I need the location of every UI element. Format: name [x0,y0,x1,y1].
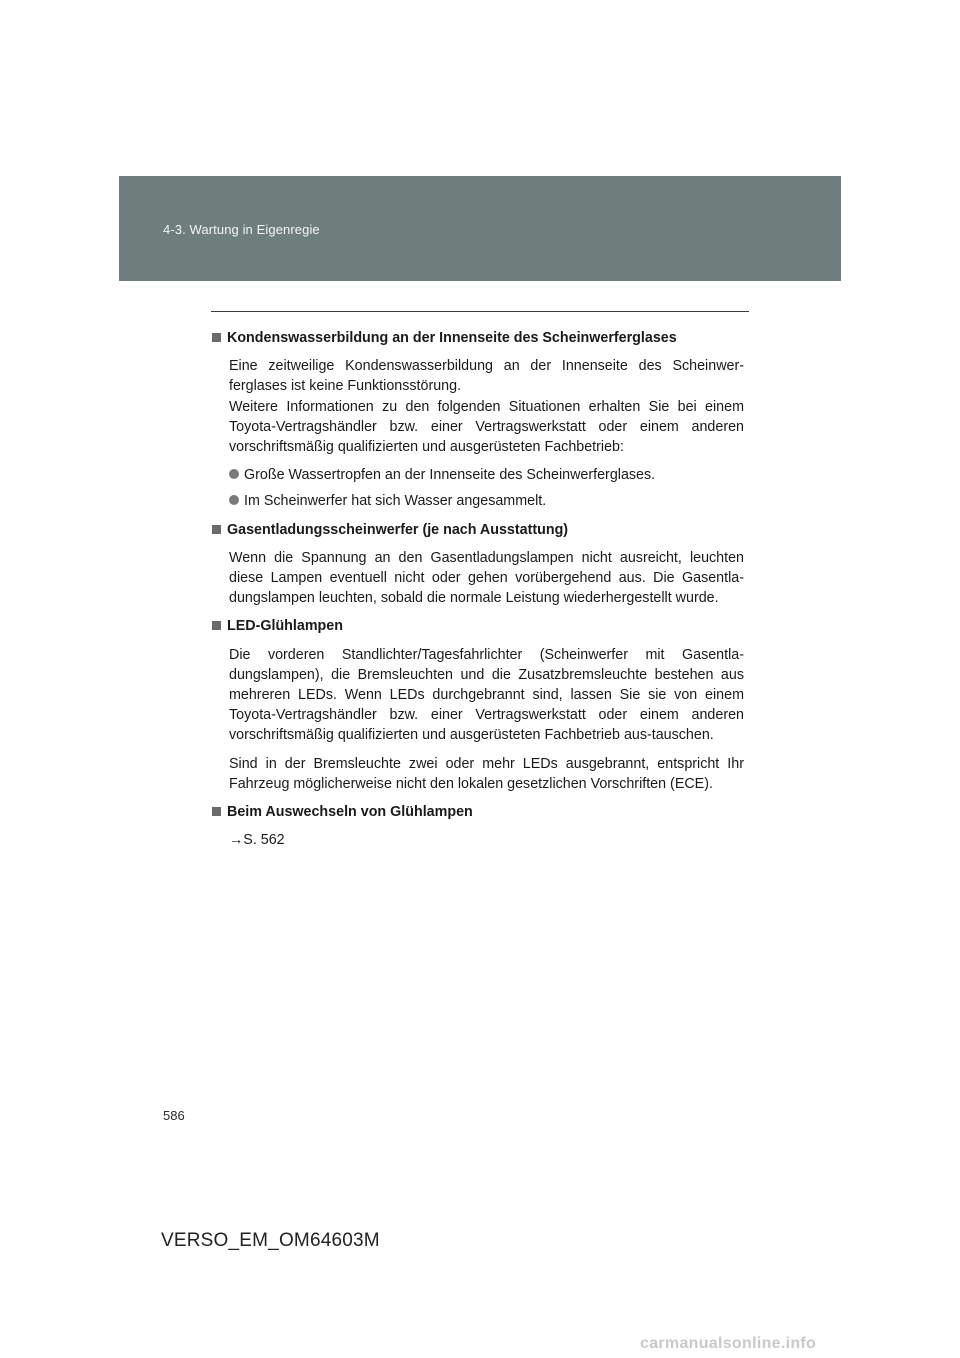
list-item [229,465,744,485]
watermark: carmanualsonline.info [640,1335,817,1352]
paragraph [229,754,744,794]
paragraph-text: Eine zeitweilige Kondenswasserbildung an der Innenseite des Scheinwer-ferglases ist keine Funktionsstörung. [229,358,744,395]
paragraph [229,548,744,609]
paragraph-text: Wenn die Spannung an den Gasentladungslampen nicht ausreicht, leuchten diese Lampen eventuell nicht oder gehen vorübergehend aus. Die Gasentla-dungslampen leuchten, sobald die normale Leistung wiederhergestellt wurde. [229,549,744,607]
paragraph [229,645,744,746]
square-bullet-icon [212,621,221,630]
heading-text: Beim Auswechseln von Glühlampen [227,804,473,821]
list-item-text: Große Wassertropfen an der Innenseite des Scheinwerferglases. [244,467,656,484]
section-heading [212,802,744,822]
document-code: VERSO_EM_OM64603M [161,1230,380,1251]
heading-text: Kondenswasserbildung an der Innenseite des Scheinwerferglases [227,330,677,346]
paragraph-text: Sind in der Bremsleuchte zwei oder mehr LEDs ausgebrannt, entspricht Ihr Fahrzeug möglicherweise nicht den lokalen gesetzlichen Vorschriften (ECE). [229,755,744,792]
list-item-text: Im Scheinwerfer hat sich Wasser angesammelt. [244,493,547,510]
section-heading [212,328,744,348]
page-reference-link[interactable]: →S. 562 [229,832,285,849]
page-number: 586 [163,1108,185,1123]
heading-text: Gasentladungsscheinwerfer (je nach Ausstattung) [227,521,569,538]
paragraph-text: Die vorderen Standlichter/Tagesfahrlichter (Scheinwerfer mit Gasentla-dungslampen), die Bremsleuchten und die Zusatzbremsleuchte bestehen aus mehreren LEDs. Wenn LEDs durchgebrannt sind, lassen Sie sie von einem Toyota-Vertragshändler bzw. einer Vertragswerkstatt oder einem anderen vorschriftsmäßig qualifizierten und ausgerüsteten Fachbetrieb aus-tauschen. [229,646,744,744]
list-item [229,491,744,511]
paragraph [229,356,744,457]
heading-text: LED-Glühlampen [227,618,343,635]
square-bullet-icon [212,525,221,534]
round-bullet-icon [229,495,239,505]
page-content [212,328,744,858]
section-heading [212,520,744,540]
section-heading [212,616,744,636]
paragraph-text: Weitere Informationen zu den folgenden Situationen erhalten Sie bei einem Toyota-Vertragshändler bzw. einer Vertragswerkstatt oder einem anderen vorschriftsmäßig qualifizierten und ausgerüsteten Fachbetrieb: [229,398,744,456]
cross-reference [229,830,744,850]
square-bullet-icon [212,333,221,342]
round-bullet-icon [229,469,239,479]
section-title: 4-3. Wartung in Eigenregie [163,222,320,237]
square-bullet-icon [212,807,221,816]
header-rule [211,311,749,312]
